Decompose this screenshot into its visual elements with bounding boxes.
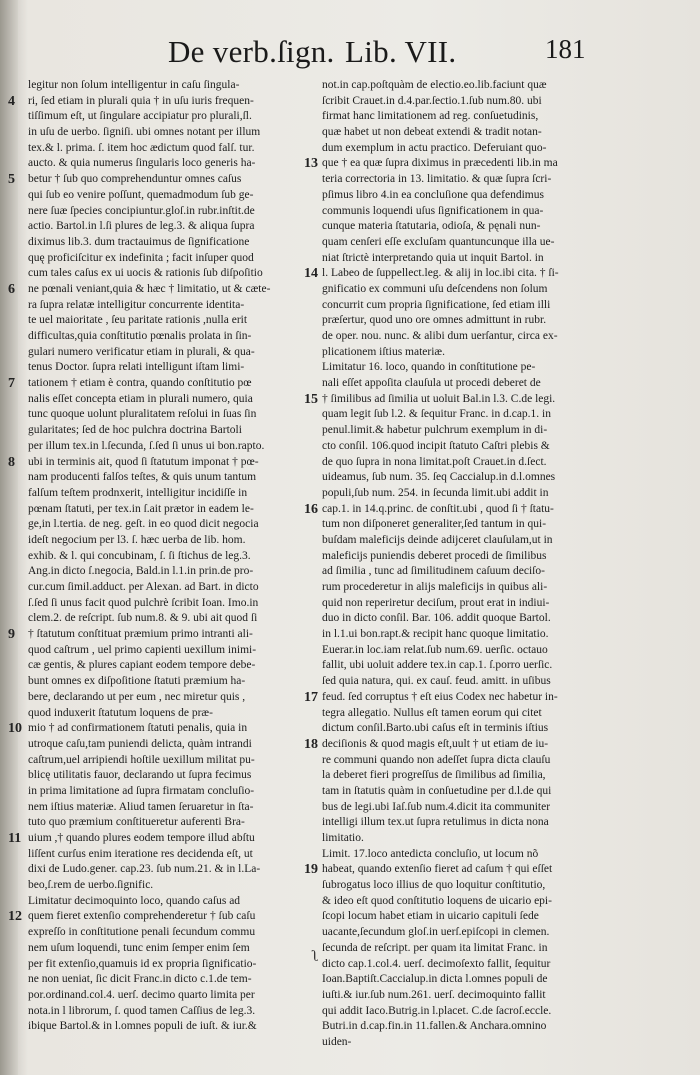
margin-number: 14 bbox=[304, 266, 318, 282]
text-line bbox=[322, 925, 605, 941]
line-text: firmat hanc limitationem ad reg. conſuetudinis, bbox=[322, 110, 539, 123]
text-line bbox=[304, 156, 605, 172]
line-text: dicto cap.1.col.4. uerſ. decimoſexto fallit, ſequitur bbox=[322, 957, 551, 970]
text-line bbox=[304, 689, 605, 706]
text-line bbox=[322, 109, 605, 125]
text-line bbox=[28, 800, 332, 816]
margin-number: 5 bbox=[8, 172, 15, 188]
text-line bbox=[322, 721, 605, 737]
margin-number: 12 bbox=[8, 909, 22, 925]
line-text: not.in cap.poſtquàm de electio.eo.lib.faciunt quæ bbox=[322, 79, 547, 91]
text-line bbox=[8, 831, 332, 847]
ink-mark: ʅ bbox=[312, 948, 319, 965]
text-line bbox=[28, 1004, 332, 1020]
line-text: dixi de Ludo.gener. cap.23. ſub num.21. & in l.La- bbox=[28, 863, 261, 876]
line-text: expreſſo in conſtitutione penali ſecundum commu bbox=[28, 926, 256, 939]
line-text: rum procederetur in alijs maleficijs in quibus ali- bbox=[322, 581, 548, 593]
line-text: tam in ſtatutis quàm in conſuetudine per d.l.de qui bbox=[322, 784, 552, 797]
text-line bbox=[28, 972, 332, 988]
text-line bbox=[28, 219, 332, 235]
text-line bbox=[322, 831, 605, 847]
text-line bbox=[28, 517, 332, 533]
line-text: præſertur, quod uno ore omnes admittunt in rubr. bbox=[322, 314, 547, 327]
text-line bbox=[28, 580, 332, 596]
text-line bbox=[322, 957, 605, 973]
text-line bbox=[28, 690, 332, 706]
line-text: cæ gentis, & plures capiant eodem tempore debe- bbox=[28, 659, 256, 672]
text-line bbox=[28, 502, 332, 518]
line-text: ſed quia natura, qui. ex cauſ. feud. amitt. in uſibus bbox=[322, 675, 551, 688]
text-line bbox=[322, 815, 605, 831]
text-line bbox=[28, 266, 332, 282]
text-line bbox=[28, 564, 332, 580]
line-text: de oper. nou. nunc. & alibi dum uerſantur, circa ex- bbox=[322, 330, 558, 342]
text-line bbox=[322, 125, 605, 141]
line-text: quem fieret extenſio comprehenderetur † ſub caſu bbox=[28, 910, 256, 923]
line-text: iuſti.& iur.ſub num.261. uerſ. decimoquinto fallit bbox=[322, 988, 546, 1001]
line-text: nalis eſſet concepta etiam in plurali numero, quia bbox=[28, 392, 253, 405]
text-line bbox=[28, 109, 332, 125]
line-text: liſſent curſus enim iteratione res decidenda eſt, ut bbox=[28, 847, 253, 860]
text-line bbox=[28, 533, 332, 549]
text-line bbox=[28, 78, 332, 94]
line-text: ri, ſed etiam in plurali quia † in uſu iuris frequen- bbox=[28, 94, 254, 107]
text-line bbox=[322, 517, 605, 533]
text-line bbox=[28, 878, 332, 894]
text-line bbox=[304, 501, 605, 518]
text-line bbox=[322, 345, 605, 361]
text-line bbox=[28, 188, 332, 204]
line-text: re communi quando non adeſſet ſupra dicta clauſu bbox=[322, 753, 551, 766]
text-line bbox=[8, 909, 332, 925]
line-text: cto conſil. 106.quod incipit ſtatuto Caſtri plebis & bbox=[322, 439, 550, 452]
line-text: quæ habet ut non debeat extendi & tradit notan- bbox=[322, 126, 542, 139]
text-line bbox=[322, 1004, 605, 1020]
line-text: uacante,ſecundum gloſ.in uerſ.epiſcopi in clemen. bbox=[322, 926, 550, 939]
text-line bbox=[322, 643, 605, 659]
line-text: Limitatur decimoquinto loco, quando caſus ad bbox=[28, 894, 241, 907]
text-line bbox=[322, 470, 605, 486]
line-text: difficultas,quia conſtitutio pœnalis prolata in ſin- bbox=[28, 330, 252, 342]
right-column bbox=[304, 78, 605, 1051]
line-text: aucto. & quia numerus ſingularis loco generis ha- bbox=[28, 157, 256, 170]
margin-number: 6 bbox=[8, 281, 15, 297]
line-text: clem.2. de reſcript. ſub num.8. & 9. ubi ait quod ſi bbox=[28, 612, 258, 625]
line-text: in prima limitatione ad ſupra firmatam concluſio- bbox=[28, 784, 255, 797]
text-line bbox=[322, 658, 605, 674]
line-text: limitatio. bbox=[322, 832, 364, 844]
text-line bbox=[322, 188, 605, 204]
line-text: qui addit Iaco.Butrig.in l.placet. C.de ſacroſ.eccle. bbox=[322, 1004, 552, 1017]
text-line bbox=[322, 564, 605, 580]
left-column bbox=[8, 78, 332, 1035]
line-text: ne pœnali veniant,quia & hæc † limitatio, ut & cæte- bbox=[28, 282, 271, 295]
text-line bbox=[28, 737, 332, 753]
line-text: cunque materia ſtatutaria, odioſa, & pęnali nun- bbox=[322, 220, 541, 233]
text-line bbox=[28, 815, 332, 831]
line-text: ſ.ſed ſi unus facit quod pulchrè ſcribit Ioan. Imo.in bbox=[28, 596, 259, 609]
line-text: ra ſupra relatæ intelligitur concurrente identita- bbox=[28, 298, 245, 311]
text-line bbox=[28, 407, 332, 423]
line-text: ibique Bartol.& in l.omnes populi de iuſt. & iur.& bbox=[28, 1020, 257, 1033]
line-text: nem uſum loquendi, tunc enim ſemper enim ſem bbox=[28, 941, 250, 954]
line-text: beo,ſ.rem de uerbo.ſignific. bbox=[28, 879, 154, 892]
line-text: blicę utilitatis fauor, declarando ut ſupra fecimus bbox=[28, 769, 252, 782]
text-line bbox=[8, 93, 332, 110]
text-line bbox=[322, 329, 605, 345]
line-text: in l.1.ui bon.rapt.& recipit hanc quoque limitatio. bbox=[322, 628, 549, 641]
line-text: quę proficiſcitur ex indefinita ; facit inſuper quod bbox=[28, 251, 254, 264]
line-text: falſum teſtem prodnxerit, intelligitur incidiſſe in bbox=[28, 486, 248, 499]
text-line bbox=[28, 235, 332, 251]
text-line bbox=[322, 847, 605, 863]
text-line bbox=[322, 596, 605, 612]
line-text: ubi in terminis ait, quod ſi ſtatutum imponat † pœ- bbox=[28, 455, 259, 468]
text-line bbox=[28, 941, 332, 957]
line-text: maleficijs puniendis deberet procedi de ſimilibus bbox=[322, 549, 547, 562]
line-text: † ſimilibus ad ſimilia ut uoluit Bal.in l.3. C.de legi. bbox=[322, 392, 556, 405]
line-text: † ſtatutum conſtituat præmium primo intranti ali- bbox=[28, 628, 253, 641]
margin-number: 18 bbox=[304, 736, 318, 752]
line-text: quod induxerit ſtatutum loquens de præ- bbox=[28, 706, 213, 719]
line-text: Butri.in d.cap.fin.in 11.fallen.& Anchara.omnino bbox=[322, 1020, 547, 1033]
margin-number: 4 bbox=[8, 93, 15, 109]
line-text: niat ſtrictè interpretando quia ut inquit Bartol. in bbox=[322, 251, 544, 264]
line-text: gulari numero verificatur etiam in plurali, & qua- bbox=[28, 345, 255, 358]
text-line bbox=[28, 251, 332, 267]
text-line bbox=[322, 376, 605, 392]
line-text: ad ſimilia , tunc ad ſimilitudinem caſuum deciſo- bbox=[322, 565, 545, 578]
line-text: nem iſtius materiæ. Aliud tamen ſeruaretur in ſta- bbox=[28, 800, 254, 813]
text-line bbox=[8, 281, 332, 298]
line-text: buſdam maleficijs deinde adijceret clauſulam,ut in bbox=[322, 533, 553, 546]
line-text: fallit, ubi uoluit addere tex.in cap.1. ſ.porro uerſic. bbox=[322, 659, 553, 672]
line-text: gnificatio ex communi uſu deſcendens non ſolum bbox=[322, 282, 548, 295]
text-line bbox=[28, 439, 332, 455]
text-line bbox=[28, 894, 332, 910]
text-line bbox=[322, 251, 605, 267]
margin-number: 19 bbox=[304, 862, 318, 878]
line-text: in uſu de uerbo. ſigniſi. ubi omnes notant per illum bbox=[28, 126, 261, 139]
text-line bbox=[322, 486, 605, 502]
text-line bbox=[28, 360, 332, 376]
text-line bbox=[28, 596, 332, 612]
text-line bbox=[322, 219, 605, 235]
line-text: ſecunda de reſcript. per quam ita limitat Franc. in bbox=[322, 941, 548, 954]
text-line bbox=[322, 768, 605, 784]
text-line bbox=[322, 78, 605, 94]
text-line bbox=[28, 204, 332, 220]
line-text: Ang.in dicto ſ.negocia, Bald.in l.1.in prin.de pro- bbox=[28, 565, 254, 578]
line-text: tiſſimum eſt, ut ſingulare accipiatur pro plurali,ſl. bbox=[28, 110, 252, 123]
line-text: penul.limit.& habetur pulchrum exemplum in di- bbox=[322, 424, 548, 437]
text-line bbox=[28, 470, 332, 486]
text-line bbox=[322, 235, 605, 251]
header-book: Lib. VII. bbox=[345, 34, 457, 69]
line-text: concurrit cum propria ſignificatione, ſed etiam illi bbox=[322, 298, 551, 311]
text-line bbox=[322, 941, 605, 957]
line-text: nam producenti falſos teſtes, & quis unum tantum bbox=[28, 471, 257, 484]
text-line bbox=[304, 862, 605, 878]
text-line bbox=[28, 706, 332, 722]
text-line bbox=[28, 957, 332, 973]
line-text: qui ſub eo venire poſſunt, quemadmodum ſub ge- bbox=[28, 188, 254, 201]
line-text: de quo ſupra in nona limitat.poſt Crauet.in d.ſect. bbox=[322, 455, 547, 468]
text-line bbox=[322, 627, 605, 643]
text-line bbox=[28, 156, 332, 172]
line-text: ideſt negocium per l3. ſ. hæc uerba de lib. hom. bbox=[28, 533, 246, 546]
text-line bbox=[28, 423, 332, 439]
text-line bbox=[28, 1019, 332, 1035]
line-text: communis loquendi uſus ſignificationem in qua- bbox=[322, 204, 544, 217]
text-line bbox=[322, 753, 605, 769]
text-line bbox=[322, 298, 605, 314]
line-text: deciſionis & quod magis eſt,uult † ut etiam de iu- bbox=[322, 737, 549, 750]
page-number: 181 bbox=[545, 34, 586, 64]
line-text: cum tales caſus ex ui uocis & rationis ſub diſpoſitio bbox=[28, 267, 263, 280]
text-line bbox=[322, 909, 605, 925]
text-line bbox=[28, 392, 332, 408]
text-line bbox=[28, 862, 332, 878]
text-line bbox=[322, 894, 605, 910]
text-line bbox=[322, 549, 605, 565]
line-text: quam cenſeri eſſe excluſam quantuncunque illa ue- bbox=[322, 235, 555, 248]
line-text: nali eſſet appoſita clauſula ut procedi deberet de bbox=[322, 377, 541, 390]
line-text: diximus lib.3. dum tractauimus de ſignificatione bbox=[28, 235, 250, 248]
text-line bbox=[28, 753, 332, 769]
text-line bbox=[28, 345, 332, 361]
line-text: Euerar.in loc.iam relat.ſub num.69. uerſic. octauo bbox=[322, 643, 548, 656]
text-line bbox=[322, 204, 605, 220]
text-line bbox=[322, 455, 605, 471]
line-text: tationem † etiam è contra, quando conſtitutio pœ bbox=[28, 377, 252, 390]
line-text: teria correctoria in 13. limitatio. & quæ ſupra ſcri- bbox=[322, 173, 552, 186]
line-text: duo in dicto conſil. Bar. 106. addit quoque Bartol. bbox=[322, 612, 551, 625]
running-header bbox=[0, 30, 700, 74]
line-text: intelligi illum tex.ut ſupra retulimus in dicta nona bbox=[322, 816, 549, 829]
text-line bbox=[322, 439, 605, 455]
line-text: quid non reperiretur deciſum, prout erat in indiui- bbox=[322, 596, 550, 609]
text-line bbox=[322, 1035, 605, 1051]
margin-number: 7 bbox=[8, 376, 15, 392]
margin-number: 15 bbox=[304, 391, 318, 407]
text-line bbox=[8, 376, 332, 392]
line-text: bere, declarando ut per eum , nec miretur quis , bbox=[28, 690, 246, 703]
line-text: ſubrogatus loco illius de quo loquitur conſtitutio, bbox=[322, 879, 546, 892]
line-text: & ideo eſt quod conſtitutio loquens de uicario epi- bbox=[322, 894, 552, 907]
text-line bbox=[322, 674, 605, 690]
text-line bbox=[322, 533, 605, 549]
text-line bbox=[304, 391, 605, 408]
margin-number: 9 bbox=[8, 627, 15, 643]
line-text: ſcribit Crauet.in d.4.par.ſectio.1.ſub num.80. ubi bbox=[322, 94, 542, 107]
text-line bbox=[28, 643, 332, 659]
text-line bbox=[28, 988, 332, 1004]
line-text: nota.in l librorum, ſ. quod tamen Caſſius de leg.3. bbox=[28, 1004, 256, 1017]
text-line bbox=[322, 972, 605, 988]
line-text: mio † ad confirmationem ſtatuti penalis, quia in bbox=[28, 722, 248, 735]
text-line bbox=[322, 1019, 605, 1035]
line-text: l. Labeo de ſuppellect.leg. & alij in loc.ibi cita. † ſi- bbox=[322, 267, 559, 280]
margin-number: 17 bbox=[304, 689, 318, 705]
text-line bbox=[28, 611, 332, 627]
line-text: actio. Bartol.in l.ſi plures de leg.3. & aliqua ſupra bbox=[28, 220, 255, 233]
text-line bbox=[304, 266, 605, 282]
text-line bbox=[28, 658, 332, 674]
line-text: dictum conſil.Barto.ubi caſus eſt in terminis iſtius bbox=[322, 722, 549, 735]
line-text: uideamus, ſub num. 35. ſeq Caccialup.in d.l.omnes bbox=[322, 471, 556, 484]
text-line bbox=[28, 784, 332, 800]
text-line bbox=[322, 706, 605, 722]
text-line bbox=[28, 298, 332, 314]
margin-number: 11 bbox=[8, 831, 22, 846]
line-text: quod caſtrum , uel primo capienti uexillum inimi- bbox=[28, 643, 257, 656]
line-text: ſcopi locum habet etiam in uicario capituli ſede bbox=[322, 910, 539, 923]
text-line bbox=[8, 172, 332, 188]
text-line bbox=[28, 674, 332, 690]
text-line bbox=[322, 313, 605, 329]
line-text: legitur non ſolum intelligentur in caſu ſingula- bbox=[28, 79, 240, 91]
text-line bbox=[28, 313, 332, 329]
text-line bbox=[322, 141, 605, 157]
margin-number: 13 bbox=[304, 156, 318, 172]
text-line bbox=[322, 407, 605, 423]
text-line bbox=[322, 784, 605, 800]
line-text: nere ſuæ ſpecies concipiuntur.gloſ.in rubr.inſtit.de bbox=[28, 204, 255, 217]
text-line bbox=[304, 736, 605, 753]
text-line bbox=[322, 800, 605, 816]
line-text: exhib. & l. qui concubinam, ſ. ſi ſtichus de leg.3. bbox=[28, 549, 251, 562]
text-line bbox=[322, 878, 605, 894]
line-text: que † ea quæ ſupra diximus in præcedenti lib.in ma bbox=[322, 157, 558, 170]
text-line bbox=[322, 611, 605, 627]
line-text: tex.& l. prima. ſ. item hoc ædictum quod falſ. tur. bbox=[28, 141, 255, 154]
line-text: betur † ſub quo comprehenduntur omnes caſus bbox=[28, 173, 242, 186]
line-text: ne non ueniat, ſic dicit Franc.in dicto c.1.de tem- bbox=[28, 973, 252, 986]
line-text: cap.1. in 14.q.princ. de conſtit.ubi , quod ſi † ſtatu- bbox=[322, 502, 554, 515]
line-text: bunt omnes ex diſpoſitione ſtatuti præmium ha- bbox=[28, 675, 246, 688]
line-text: por.ordinand.col.4. uerſ. decimo quarto limita per bbox=[28, 988, 255, 1001]
text-line bbox=[28, 768, 332, 784]
line-text: plicationem iſtius materiæ. bbox=[322, 345, 445, 358]
text-line bbox=[28, 847, 332, 863]
line-text: uiden- bbox=[322, 1035, 352, 1048]
text-line bbox=[28, 486, 332, 502]
line-text: ge,in l.tertia. de neg. geſt. in eo quod dicit negocia bbox=[28, 518, 259, 531]
line-text: dum exemplum in actu practico. Deferuiant quo- bbox=[322, 141, 547, 154]
line-text: uium ,† quando plures eodem tempore illud abſtu bbox=[28, 832, 255, 844]
text-line bbox=[8, 627, 332, 643]
line-text: pœnam ſtatuti, per tex.in ſ.ait prætor in eadem le- bbox=[28, 502, 254, 515]
line-text: Limitatur 16. loco, quando in conſtitutione pe- bbox=[322, 361, 536, 374]
line-text: per fit extenſio,quamuis id ex propria ſignificatio- bbox=[28, 957, 257, 970]
line-text: pſimus libro 4.in ea concluſione qua defendimus bbox=[322, 188, 544, 201]
text-line bbox=[28, 141, 332, 157]
line-text: caſtrum,uel arripiendi hoſtile uexillum militat pu- bbox=[28, 753, 255, 766]
line-text: Ioan.Baptiſt.Caccialup.in dicta l.omnes populi de bbox=[322, 973, 548, 986]
text-line bbox=[322, 580, 605, 596]
line-text: te uel maioritate , ſeu paritate rationis ,nulla erit bbox=[28, 314, 248, 327]
line-text: gularitates; ſed de hoc pulchra doctrina Bartoli bbox=[28, 424, 242, 437]
text-line bbox=[322, 423, 605, 439]
line-text: tum non diſponeret generaliter,ſed tantum in qui- bbox=[322, 518, 547, 531]
line-text: cur.cum ſimil.adduct. per Alexan. ad Bart. in dicto bbox=[28, 581, 259, 593]
line-text: bus de legi.ubi Iaſ.ſub num.4.dicit ita communiter bbox=[322, 800, 551, 813]
line-text: tuto quo præmium conſtitueretur auferenti Bra- bbox=[28, 816, 245, 829]
line-text: tegra allegatio. Nullus eſt tamen eorum qui citet bbox=[322, 706, 542, 719]
text-line bbox=[28, 925, 332, 941]
line-text: tunc quoque uolunt pluralitatem reſolui in ſuas ſin bbox=[28, 408, 257, 421]
text-line bbox=[322, 172, 605, 188]
text-line bbox=[322, 282, 605, 298]
line-text: habeat, quando extenſio fieret ad caſum † qui eſſet bbox=[322, 863, 553, 876]
margin-number: 16 bbox=[304, 501, 318, 517]
header-title: De verb.ſign. bbox=[168, 34, 335, 69]
line-text: la deberet fieri progreſſus de ſimilibus ad ſimilia, bbox=[322, 769, 546, 782]
line-text: Limit. 17.loco antedicta concluſio, ut locum nõ bbox=[322, 847, 539, 860]
text-line bbox=[322, 94, 605, 110]
line-text: utroque caſu,tam puniendi delicta, quàm intrandi bbox=[28, 737, 252, 750]
margin-number: 8 bbox=[8, 454, 15, 470]
margin-number: 10 bbox=[8, 721, 22, 737]
text-line bbox=[322, 360, 605, 376]
text-line bbox=[28, 549, 332, 565]
text-line bbox=[8, 454, 332, 471]
text-line bbox=[8, 721, 332, 737]
line-text: feud. ſed corruptus † eſt eius Codex nec habetur in- bbox=[322, 690, 558, 703]
line-text: populi,ſub num. 254. in ſecunda limit.ubi addit in bbox=[322, 486, 549, 499]
text-line bbox=[322, 988, 605, 1004]
text-line bbox=[28, 329, 332, 345]
text-line bbox=[28, 125, 332, 141]
line-text: tenus Doctor. ſupra relati intelligunt iſtam limi- bbox=[28, 361, 245, 374]
line-text: per illum tex.in l.ſecunda, ſ.ſed ſi unus ui bon.rapto. bbox=[28, 439, 265, 452]
line-text: quam legit ſub l.2. & ſequitur Franc. in d.cap.1. in bbox=[322, 408, 552, 421]
